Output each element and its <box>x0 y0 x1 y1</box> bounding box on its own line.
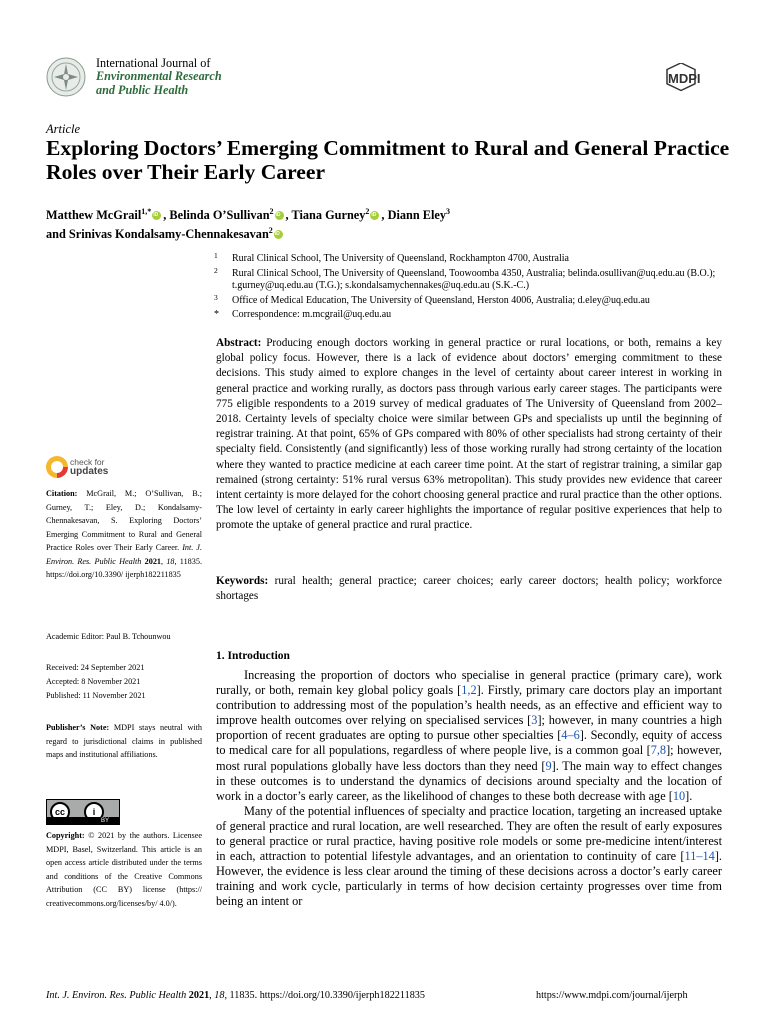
published-date: Published: 11 November 2021 <box>46 691 146 700</box>
body-text-span: ]. However, the evidence is less clear around the timing of these decisions across a doctor’s early career training and work cycle, particularly in terms of how decision certainty progresses over time from being an intent or <box>216 849 722 909</box>
affiliation-1 <box>216 253 726 265</box>
author-affil-sup: 3 <box>446 207 450 216</box>
cc-by-license-badge[interactable] <box>46 799 120 825</box>
publisher-label: MDPI <box>668 71 701 86</box>
journal-intl-label: International Journal of <box>96 56 211 70</box>
citation-link[interactable]: 4–6 <box>561 728 580 743</box>
keywords-label: Keywords: <box>216 575 269 587</box>
author-name[interactable]: Matthew McGrail <box>46 208 142 223</box>
keywords-text: rural health; general practice; career choices; early career doctors; health policy; workforce shortages <box>216 575 723 603</box>
article-type: Article <box>46 122 81 136</box>
check-updates-icon <box>46 456 68 478</box>
abstract-label: Abstract: <box>216 337 262 349</box>
footer-citation: Int. J. Environ. Res. Public Health 2021, 18, 11835. https://doi.org/10.3390/ijerph182211835 <box>46 990 425 1001</box>
body-text-span: ]. <box>685 788 693 803</box>
citation-doi[interactable]: , 11835. https://doi.org/10.3390/ ijerph182211835 <box>46 556 203 579</box>
journal-name: Environmental Research and Public Health <box>96 69 222 97</box>
author-affil-sup: 2 <box>365 207 370 216</box>
section-heading: 1. Introduction <box>216 650 290 662</box>
author-name[interactable]: Diann Eley <box>387 208 446 223</box>
author-affil-sup: 2 <box>268 226 273 236</box>
accepted-date: Accepted: 8 November 2021 <box>46 677 141 686</box>
correspondence <box>216 309 726 321</box>
author-name[interactable]: Belinda O’Sullivan <box>169 208 270 223</box>
orcid-icon[interactable] <box>152 211 161 220</box>
affiliation-text: Rural Clinical School, The University of Queensland, Rockhampton 4700, Australia <box>232 253 569 264</box>
affiliation-num: 3 <box>214 293 218 302</box>
publisher-note-label: Publisher’s Note: <box>46 723 110 732</box>
citation-link[interactable]: 7,8 <box>650 743 667 758</box>
body-text-span: Increasing the proportion of doctors who specialise in general practice (primary care), work rurally, or both, remain key global policy goals [ <box>216 668 722 698</box>
affiliation-3 <box>216 295 726 307</box>
publisher-note-text: MDPI stays neutral with regard to jurisdictional claims in published maps and institutional affiliations. <box>46 723 203 759</box>
author-name[interactable]: Tiana Gurney <box>291 208 366 223</box>
affiliation-num: * <box>214 309 219 320</box>
cc-by-label: BY <box>47 817 119 825</box>
copyright-block <box>46 829 202 910</box>
cc-icon: cc <box>50 802 70 822</box>
copyright-label: Copyright: <box>46 831 85 840</box>
affiliation-2 <box>216 268 726 291</box>
orcid-icon[interactable] <box>274 230 283 239</box>
article-title: Exploring Doctors’ Emerging Commitment to Rural and General Practice Roles over Their Early Career <box>46 136 730 184</box>
footer-journal-url[interactable]: https://www.mdpi.com/journal/ijerph <box>536 990 688 1001</box>
citation-label: Citation: <box>46 489 78 498</box>
affiliation-num: 2 <box>214 266 218 275</box>
affiliation-text: Rural Clinical School, The University of Queensland, Toowoomba 4350, Australia; belinda.osullivan@uq.edu.au (B.O.); t.gurney@uq.edu.au (T.G.); s.kondalsamychennakes@uq.edu.au (S.K.-C.) <box>232 268 716 291</box>
citation-link[interactable]: 1,2 <box>461 683 477 698</box>
body-text-span: ]; however, most rural populations globally have less doctors than they need [ <box>216 743 722 773</box>
footer-year: 2021 <box>188 990 210 1001</box>
citation-journal: Int. J. Environ. Res. Public Health <box>46 543 202 566</box>
orcid-icon[interactable] <box>275 211 284 220</box>
check-updates-label-bold: updates <box>70 466 109 477</box>
affiliation-num: 1 <box>214 251 218 260</box>
author-affil-sup: 2 <box>269 207 274 216</box>
citation-link[interactable]: 9 <box>545 758 552 773</box>
citation-text: McGrail, M.; O’Sullivan, B.; Gurney, T.; Eley, D.; Kondalsamy-Chennakesavan, S. Exploring Doctors’ Emerging Commitment to Rural and General Practice Roles over Their Early Career. <box>46 489 203 552</box>
copyright-text: © 2021 by the authors. Licensee MDPI, Basel, Switzerland. This article is an open access article distributed under the terms and conditions of the Creative Commons Attribution (CC BY) license (https:// creativecommons.org/licenses/by/ 4.0/). <box>46 831 203 908</box>
citation-link[interactable]: 11–14 <box>684 849 715 864</box>
intro-paragraph-1 <box>216 668 722 910</box>
body-text-span: ]. Firstly, primary care doctors play an important contribution to addressing most of the population’s health needs, as an effective and efficient way to improve health outcomes over relying on specialised services [ <box>216 683 722 728</box>
journal-logo-icon <box>46 57 86 97</box>
affiliation-text: Correspondence: m.mcgrail@uq.edu.au <box>232 309 392 320</box>
body-text-span: ]. The main way to effect changes in these outcomes is to understand the dynamics of decisions around specialty and the location of work in a doctor’s early career, as the likelihood of changes to these both decrease with age [ <box>216 758 722 803</box>
citation-block: Citation: McGrail, M.; O’Sullivan, B.; Gurney, T.; Eley, D.; Kondalsamy-Chennakesavan, S. Exploring Doctors’ Emerging Commitment to Rural and General Practice Roles over Their Early Career. Int. J. Environ. Res. Public Health 2021, 18, 11835. https://doi.org/10.3390/ ijerph182211835 <box>46 489 203 579</box>
orcid-icon[interactable] <box>370 211 379 220</box>
body-text-span: Many of the potential influences of specialty and practice location, targeting an increased uptake of general practice and rural location, are well researched. They are often the result of early exposures to general practice or rural practice, having positive role models or some pre-medicine intent/interest in each, attraction to potential lifestyle advantages, and an orientation to continuity of care [ <box>216 803 722 864</box>
publisher-note <box>46 721 202 762</box>
academic-editor: Academic Editor: Paul B. Tchounwou <box>46 632 171 641</box>
author-name[interactable]: Srinivas Kondalsamy-Chennakesavan <box>68 227 269 242</box>
check-for-updates-button[interactable] <box>46 456 126 480</box>
affiliation-text: Office of Medical Education, The University of Queensland, Herston 4006, Australia; d.eley@uq.edu.au <box>232 295 650 306</box>
footer-volume: 18 <box>214 990 225 1001</box>
received-date: Received: 24 September 2021 <box>46 663 145 672</box>
author-affil-sup: 1,* <box>141 207 152 216</box>
abstract <box>216 336 722 534</box>
footer-journal: Int. J. Environ. Res. Public Health <box>46 990 187 1001</box>
citation-link[interactable]: 3 <box>531 713 538 728</box>
body-text-span: ]. Secondly, equity of access to medical care for all populations, regardless of where people live, is a common goal [ <box>216 728 722 758</box>
keywords <box>216 574 722 604</box>
mdpi-logo-icon <box>664 63 724 93</box>
abstract-text: Producing enough doctors working in general practice or rural locations, or both, remains a key global policy focus. However, there is a lack of evidence about doctors’ emerging commitment to these decisions. This study aimed to explore changes in the level of certainty about career interest in working in general practice and working rurally, as doctors pass through various early career stages. The participants were 775 eligible respondents to a 2019 survey of medical graduates of The University of Queensland from 2002–2018. Certainty levels of specialty choice were similar between GPs and specialists up until the beginning of registrar training. At that point, 65% of GPs compared with 80% of other specialists had strong certainty of their specialty field. Consistently (and significantly) less of those working rurally had strong certainty of the location where they wanted to practice medicine at each career time point. At the start of registrar training, a similar gap remained (strong certainty: 51% rural versus 63% metropolitan). This study provides new evidence that career intent certainty is more delayed for the cohort choosing general practice and rural practice than the other options. The low level of certainty in early career highlights the importance of regular positive experiences that help to promote the uptake of general practice and rural practice. <box>216 337 722 532</box>
footer-doi[interactable]: , 11835. https://doi.org/10.3390/ijerph182211835 <box>224 990 425 1001</box>
attribution-icon: i <box>84 802 104 822</box>
citation-volume: 18 <box>166 556 175 566</box>
check-updates-label: check for <box>70 457 105 467</box>
author-list: Matthew McGrail$^{1,*}$iD , Belinda O’Sullivan$^2$iD , Tiana Gurney$^2$iD , Diann Eley$^3$ and Srinivas Kondalsamy-Chennakesavan$^2$iD <box>46 204 736 242</box>
citation-year: 2021 <box>144 556 162 566</box>
authors-and: and <box>46 227 66 242</box>
citation-link[interactable]: 10 <box>672 788 686 803</box>
body-text-span: ]; however, in many countries a high proportion of recent graduates are opting to pursue other specialties [ <box>216 713 723 743</box>
